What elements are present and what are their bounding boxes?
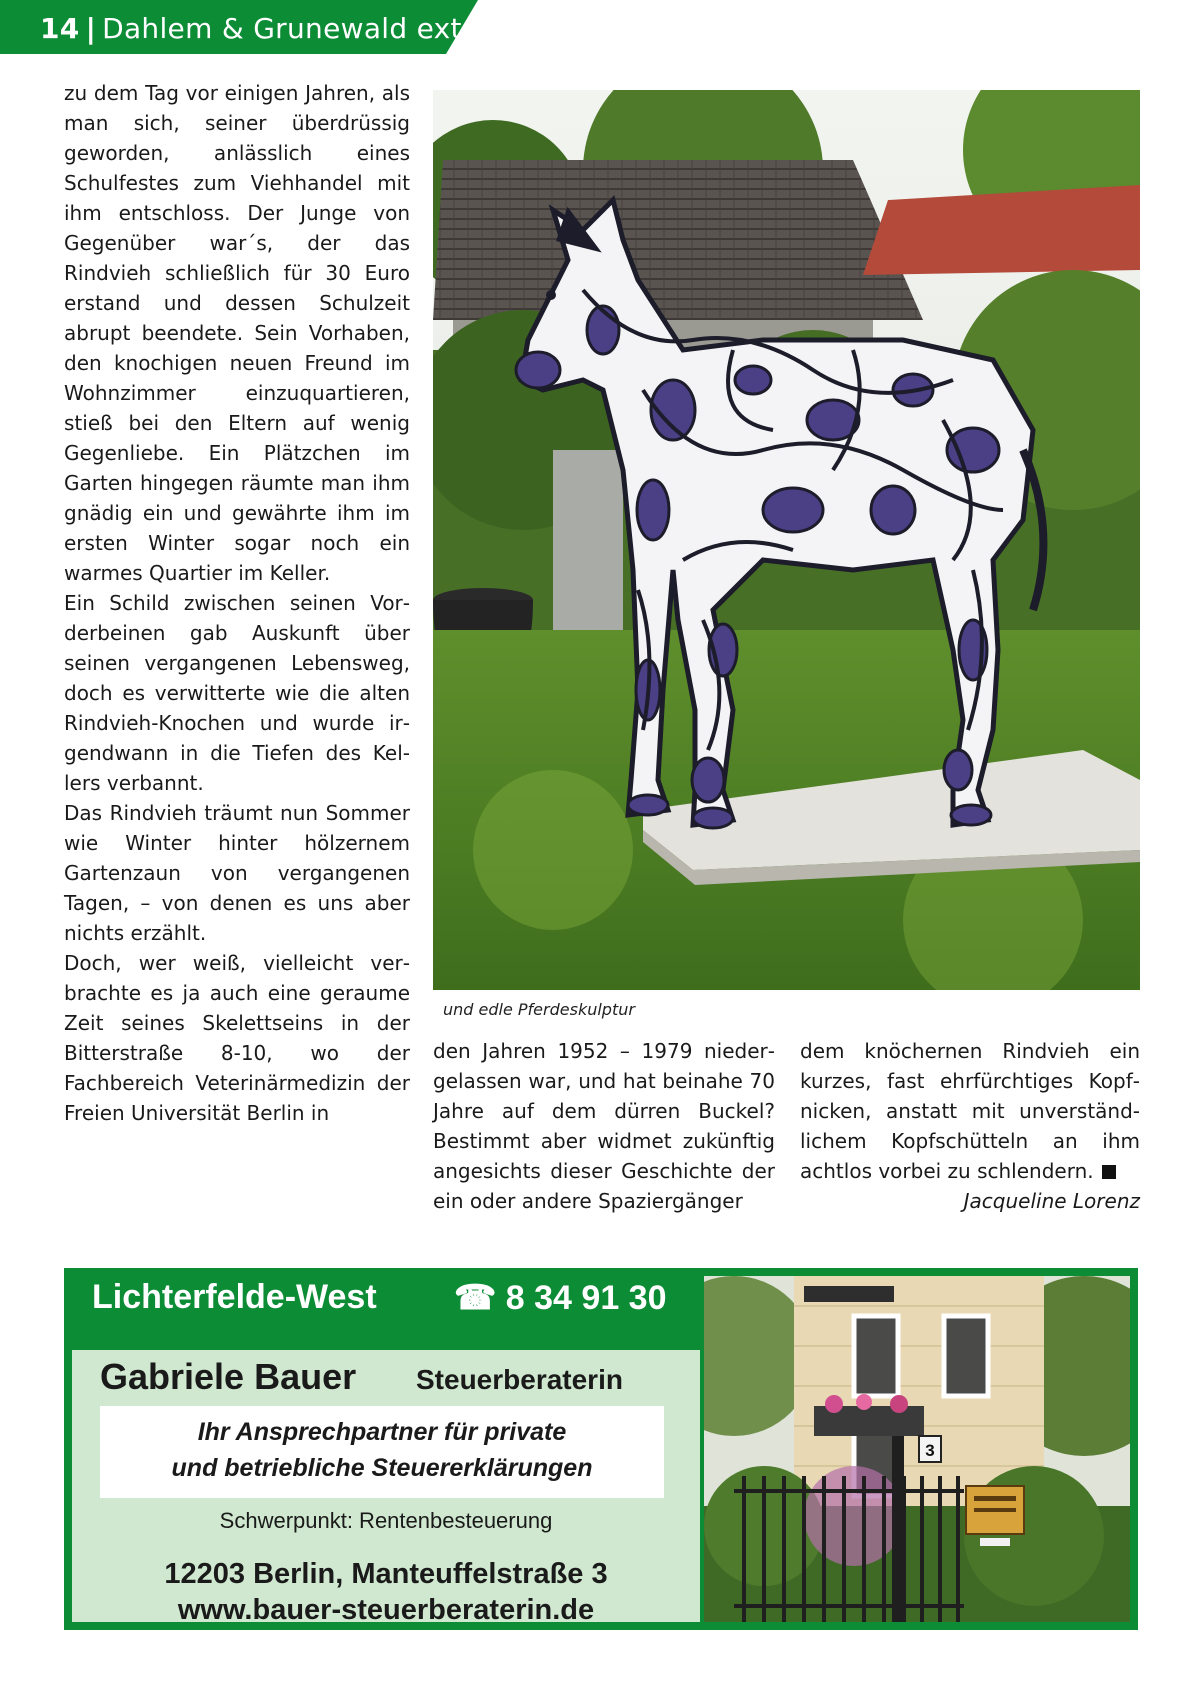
paragraph: Doch, wer weiß, vielleicht verbrachte es ja auch eine geraume Zeit seines Skelettseins in der Bitterstraße 8-10, wo der Fachbereich Veterinärmedizin der Freien Universität Berlin in: [64, 951, 410, 1125]
header-title: [40, 12, 491, 45]
paragraph: Das Rindvieh träumt nun Sommer wie Winter hinter hölzernem Gartenzaun von vergangenen Tagen, – von denen es uns aber nichts erzählt.: [64, 801, 410, 945]
ad-tagline-box: [100, 1406, 664, 1498]
horse-sculpture-photo: [433, 90, 1140, 990]
ad-city: Lichterfelde-West: [92, 1278, 377, 1316]
header-separator: |: [85, 12, 97, 45]
end-mark-icon: [1102, 1165, 1116, 1179]
ad-phone-number: ☎ 8 34 91 30: [454, 1279, 667, 1317]
ad-advisor-role: Steuerberaterin: [416, 1364, 623, 1395]
ad-contact: [72, 1556, 700, 1628]
ad-tagline-line: Ihr Ansprechpartner für private: [197, 1418, 567, 1446]
ad-website-link[interactable]: www.bauer-steuerberaterin.de: [177, 1594, 595, 1626]
page-number: 14: [40, 12, 80, 45]
paragraph: zu dem Tag vor einigen Jahren, als man sich, seiner überdrüssig geworden, anlässlich eines Schulfestes zum Viehhandel mit ihm entschloss. Der Junge von Gegenüber war´s, der das Rindvieh schließlich für 30 Euro erstand und dessen Schulzeit abrupt beendete. Sein Vorhaben, den knochigen neuen Freund im Wohnzimmer einzuquartieren, stieß bei den Eltern auf wenig Gegenliebe. Ein Plätzchen im Garten hingegen räumte man ihm gnädig ein und gewährte ihm im ersten Winter sogar noch ein warmes Quartier im Keller.: [64, 81, 410, 585]
article-column-middle: [433, 1036, 775, 1216]
paragraph: Ein Schild zwischen seinen Vorderbeinen gab Auskunft über seinen vergangenen Lebensweg, doch es verwitterte wie die alten Rindvieh-Knochen und wurde irgendwann in die Tiefen des Kellers verbannt.: [64, 591, 410, 795]
paragraph: [800, 1036, 1140, 1186]
section-header: [0, 0, 520, 60]
house-number: 3: [925, 1441, 935, 1460]
author-name: Jacqueline Lorenz: [963, 1189, 1140, 1213]
ad-focus-area: Schwerpunkt: Rentenbesteuerung: [219, 1508, 553, 1533]
ad-tagline-line: und betriebliche Steuererklärungen: [171, 1454, 593, 1482]
ad-advisor-name: Gabriele Bauer: [100, 1356, 357, 1397]
article-column-right: [800, 1036, 1140, 1216]
photo-caption: und edle Pferdeskulptur: [443, 1000, 635, 1019]
tax-advisor-advert: [64, 1268, 1138, 1630]
article-column-left: [64, 78, 410, 1128]
paragraph-text: dem knöchernen Rindvieh ein kurzes, fast ehrfürchtiges Kopfnicken, anstatt mit unverständlichem Kopfschütteln an ihm achtlos vorbei zu schlendern.: [800, 1039, 1140, 1183]
section-name: Dahlem & Grunewald extra: [102, 12, 492, 45]
paragraph: den Jahren 1952 – 1979 niedergelassen war, und hat beinahe 70 Jahre auf dem dürren Buckel? Bestimmt aber widmet zukünftig angesichts dieser Geschichte der ein oder andere Spaziergänger: [433, 1039, 775, 1213]
ad-address: 12203 Berlin, Manteuffelstraße 3: [164, 1558, 608, 1590]
office-building-photo: [704, 1276, 1130, 1622]
